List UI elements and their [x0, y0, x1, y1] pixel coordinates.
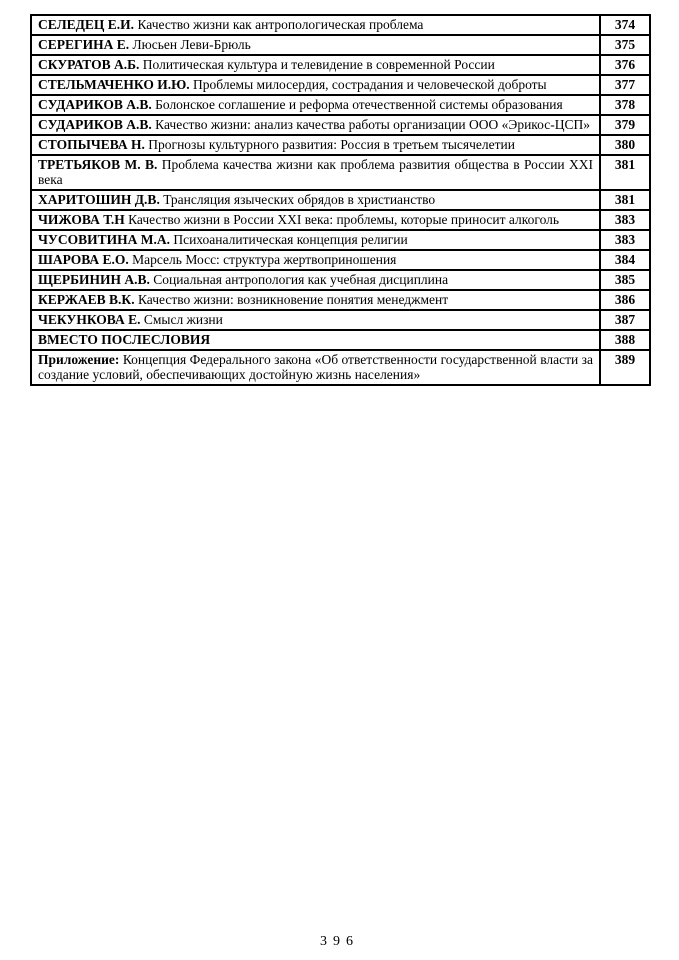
entry-title: Качество жизни: анализ качества работы организации ООО «Эрикос-ЦСП»	[155, 117, 590, 132]
entry-title: Прогнозы культурного развития: Россия в третьем тысячелетии	[148, 137, 515, 152]
entry-title: Качество жизни: возникновение понятия менеджмент	[137, 292, 449, 307]
author-name: ЧЕКУНКОВА Е.	[38, 312, 141, 327]
toc-entry-cell	[31, 35, 600, 55]
author-name: ВМЕСТО ПОСЛЕСЛОВИЯ	[38, 332, 211, 347]
page-number-cell: 378	[600, 95, 650, 115]
toc-row	[31, 35, 650, 55]
author-name: СЕЛЕДЕЦ Е.И.	[38, 17, 135, 32]
page-number-cell: 387	[600, 310, 650, 330]
author-name: ЧИЖОВА Т.Н	[38, 212, 125, 227]
page-number-cell: 383	[600, 210, 650, 230]
page-number-cell: 389	[600, 350, 650, 385]
entry-title: Проблемы милосердия, сострадания и человеческой доброты	[193, 77, 547, 92]
entry-title: Качество жизни в России XXI века: проблемы, которые приносит алкоголь	[128, 212, 560, 227]
page-number-cell: 381	[600, 155, 650, 190]
toc-row	[31, 155, 650, 190]
toc-entry-cell	[31, 210, 600, 230]
author-name: Приложение:	[38, 352, 120, 367]
entry-title: Проблема качества жизни как проблема развития общества в России XXI века	[38, 157, 593, 187]
entry-title: Психоаналитическая концепция религии	[173, 232, 408, 247]
toc-row	[31, 270, 650, 290]
toc-row	[31, 290, 650, 310]
author-name: ШАРОВА Е.О.	[38, 252, 129, 267]
toc-entry-cell	[31, 135, 600, 155]
toc-row	[31, 115, 650, 135]
toc-entry-cell	[31, 15, 600, 35]
toc-entry-cell	[31, 75, 600, 95]
page-number-cell: 374	[600, 15, 650, 35]
page-number-cell: 377	[600, 75, 650, 95]
toc-entry-cell	[31, 270, 600, 290]
author-name: СКУРАТОВ А.Б.	[38, 57, 140, 72]
toc-row	[31, 135, 650, 155]
toc-entry-cell	[31, 95, 600, 115]
toc-entry-cell	[31, 230, 600, 250]
entry-title: Трансляция языческих обрядов в христианство	[163, 192, 436, 207]
toc-entry-cell	[31, 155, 600, 190]
author-name: ТРЕТЬЯКОВ М. В.	[38, 157, 158, 172]
entry-title: Люсьен Леви-Брюль	[132, 37, 251, 52]
author-name: СЕРЕГИНА Е.	[38, 37, 130, 52]
toc-entry-cell	[31, 350, 600, 385]
page-footer-number: 396	[320, 934, 359, 949]
page-number-cell: 388	[600, 330, 650, 350]
entry-title: Социальная антропология как учебная дисциплина	[153, 272, 449, 287]
toc-table	[30, 14, 651, 386]
page-number-cell: 383	[600, 230, 650, 250]
author-name: СТЕЛЬМАЧЕНКО И.Ю.	[38, 77, 190, 92]
page-number-cell: 380	[600, 135, 650, 155]
author-name: ХАРИТОШИН Д.В.	[38, 192, 160, 207]
page-number-cell: 384	[600, 250, 650, 270]
page-number-cell: 386	[600, 290, 650, 310]
entry-title: Качество жизни как антропологическая проблема	[137, 17, 424, 32]
toc-row	[31, 230, 650, 250]
toc-entry-cell	[31, 310, 600, 330]
toc-entry-cell	[31, 190, 600, 210]
page-number-cell: 376	[600, 55, 650, 75]
toc-row	[31, 95, 650, 115]
toc-row	[31, 15, 650, 35]
author-name: ЧУСОВИТИНА М.А.	[38, 232, 170, 247]
toc-row	[31, 330, 650, 350]
toc-row	[31, 310, 650, 330]
author-name: СТОПЫЧЕВА Н.	[38, 137, 145, 152]
entry-title: Политическая культура и телевидение в современной России	[142, 57, 495, 72]
toc-entry-cell	[31, 250, 600, 270]
page-number-cell: 379	[600, 115, 650, 135]
entry-title: Болонское соглашение и реформа отечественной системы образования	[155, 97, 563, 112]
author-name: СУДАРИКОВ А.В.	[38, 97, 152, 112]
page-number-cell: 385	[600, 270, 650, 290]
toc-entry-cell	[31, 330, 600, 350]
author-name: КЕРЖАЕВ В.К.	[38, 292, 135, 307]
page-number-cell: 381	[600, 190, 650, 210]
toc-entry-cell	[31, 115, 600, 135]
toc-row	[31, 55, 650, 75]
toc-row	[31, 350, 650, 385]
entry-title: Концепция Федерального закона «Об ответственности государственной власти за создание условий, обеспечивающих достойную жизнь населения»	[38, 352, 593, 382]
toc-row	[31, 190, 650, 210]
toc-entry-cell	[31, 55, 600, 75]
author-name: ЩЕРБИНИН А.В.	[38, 272, 150, 287]
toc-row	[31, 250, 650, 270]
entry-title: Смысл жизни	[143, 312, 223, 327]
entry-title: Марсель Мосс: структура жертвоприношения	[132, 252, 397, 267]
toc-entry-cell	[31, 290, 600, 310]
toc-row	[31, 210, 650, 230]
document-page	[0, 0, 679, 386]
author-name: СУДАРИКОВ А.В.	[38, 117, 152, 132]
page-number-cell: 375	[600, 35, 650, 55]
toc-row	[31, 75, 650, 95]
